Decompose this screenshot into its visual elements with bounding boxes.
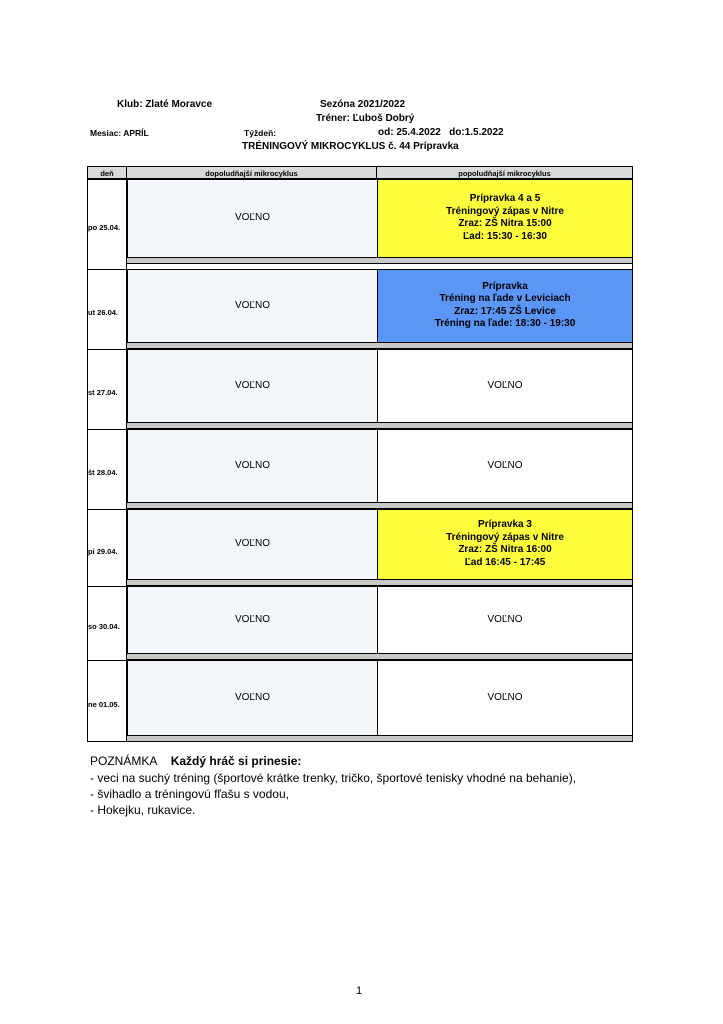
week-label: Týždeň:	[244, 128, 277, 138]
am-cell	[127, 509, 377, 579]
event-block	[378, 193, 632, 243]
column-header-am: dopoludňajší mikrocyklus	[127, 166, 377, 179]
row-separator	[127, 579, 632, 586]
pm-cell	[377, 179, 632, 257]
event-line: Zraz: ZŠ Nitra 16:00	[458, 544, 552, 555]
day-cell	[88, 660, 127, 742]
season: Sezóna 2021/2022	[320, 99, 406, 110]
event-line: Tréningový zápas v Nitre	[446, 205, 564, 217]
pm-cell	[377, 269, 632, 342]
table-row	[88, 586, 632, 660]
event-block	[378, 519, 632, 569]
day-label: ut 26.04.	[88, 308, 119, 317]
note-line-1: - veci na suchý tréning (športové krátke trenky, tričko, športové tenisky vhodné na behanie),	[90, 771, 577, 785]
table-row	[88, 349, 632, 429]
pm-cell	[377, 660, 632, 735]
day-label: po 25.04.	[88, 223, 121, 232]
note-title	[90, 754, 301, 768]
day-label: pi 29.04.	[88, 546, 118, 556]
pm-cell	[377, 586, 632, 653]
row-separator	[127, 422, 632, 429]
am-text: VOĽNO	[234, 613, 270, 625]
date-range: od: 25.4.2022 do:1.5.2022	[378, 127, 504, 138]
day-cell	[88, 429, 127, 509]
note-label: POZNÁMKA	[90, 754, 158, 768]
day-label: st 27.04.	[88, 388, 118, 397]
page-title: TRÉNINGOVÝ MIKROCYKLUS č. 44 Prípravka	[242, 141, 459, 152]
event-block	[378, 281, 632, 331]
event-line: Prípravka 3	[478, 519, 532, 530]
day-cell	[88, 179, 127, 269]
page-number: 1	[356, 985, 363, 997]
day-label: št 28.04.	[88, 468, 118, 477]
schedule-table	[87, 166, 633, 742]
event-line: Tréning na ľade: 18:30 - 19:30	[434, 318, 576, 329]
am-cell	[127, 269, 377, 342]
row-separator	[127, 257, 632, 264]
am-cell	[127, 586, 377, 653]
month: Mesiac: APRÍL	[90, 128, 149, 138]
day-cell	[88, 586, 127, 660]
pm-text: VOĽNO	[487, 613, 523, 625]
coach: Tréner: Ľuboš Dobrý	[316, 113, 415, 124]
table-row	[88, 269, 632, 349]
event-line: Zraz: 17:45 ZŠ Levice	[454, 305, 556, 317]
am-cell	[127, 349, 377, 422]
event-line: Ľad: 15:30 - 16:30	[463, 230, 547, 242]
pm-text: VOĽNO	[487, 379, 523, 391]
day-cell	[88, 269, 127, 349]
event-line: Tréningový zápas v Nitre	[446, 531, 564, 543]
pm-cell	[377, 349, 632, 422]
pm-text: VOĽNO	[487, 691, 523, 703]
am-text: VOĽNO	[234, 379, 270, 391]
row-separator	[127, 502, 632, 509]
table-row	[88, 179, 632, 269]
event-line: Prípravka	[482, 280, 528, 292]
note-line-3: - Hokejku, rukavice.	[90, 803, 196, 817]
event-line: Tréning na ľade v Leviciach	[439, 293, 571, 304]
table-row	[88, 660, 632, 742]
note-heading: Každý hráč si prinesie:	[170, 754, 302, 768]
am-text: VOĽNO	[234, 299, 270, 311]
am-cell	[127, 660, 377, 735]
event-line: Zraz: ZŠ Nitra 15:00	[458, 218, 552, 229]
row-separator	[127, 342, 632, 349]
column-header-pm: popoludňajší mikrocyklus	[377, 166, 632, 179]
club-name: Klub: Zlaté Moravce	[117, 99, 213, 110]
pm-text: VOĽNO	[487, 459, 523, 471]
table-row	[88, 509, 632, 586]
day-cell	[88, 349, 127, 429]
am-text: VOĽNO	[234, 538, 270, 549]
am-cell	[127, 429, 377, 502]
am-text: VOĽNO	[234, 212, 270, 223]
am-text: VOĽNO	[234, 691, 270, 703]
row-separator	[127, 653, 632, 660]
event-line: Prípravka 4 a 5	[469, 193, 541, 204]
day-cell	[88, 509, 127, 586]
note-line-2: - švihadlo a tréningovú fľašu s vodou,	[90, 787, 289, 801]
am-text: VOLNO	[234, 459, 270, 471]
pm-cell	[377, 509, 632, 579]
day-label: so 30.04.	[88, 622, 120, 631]
day-label: ne 01.05.	[88, 700, 120, 709]
table-bottom-border	[88, 741, 632, 742]
column-header-day: deň	[88, 166, 127, 179]
am-cell	[127, 179, 377, 257]
table-row	[88, 429, 632, 509]
pm-cell	[377, 429, 632, 502]
event-line: Ľad 16:45 - 17:45	[464, 556, 546, 568]
